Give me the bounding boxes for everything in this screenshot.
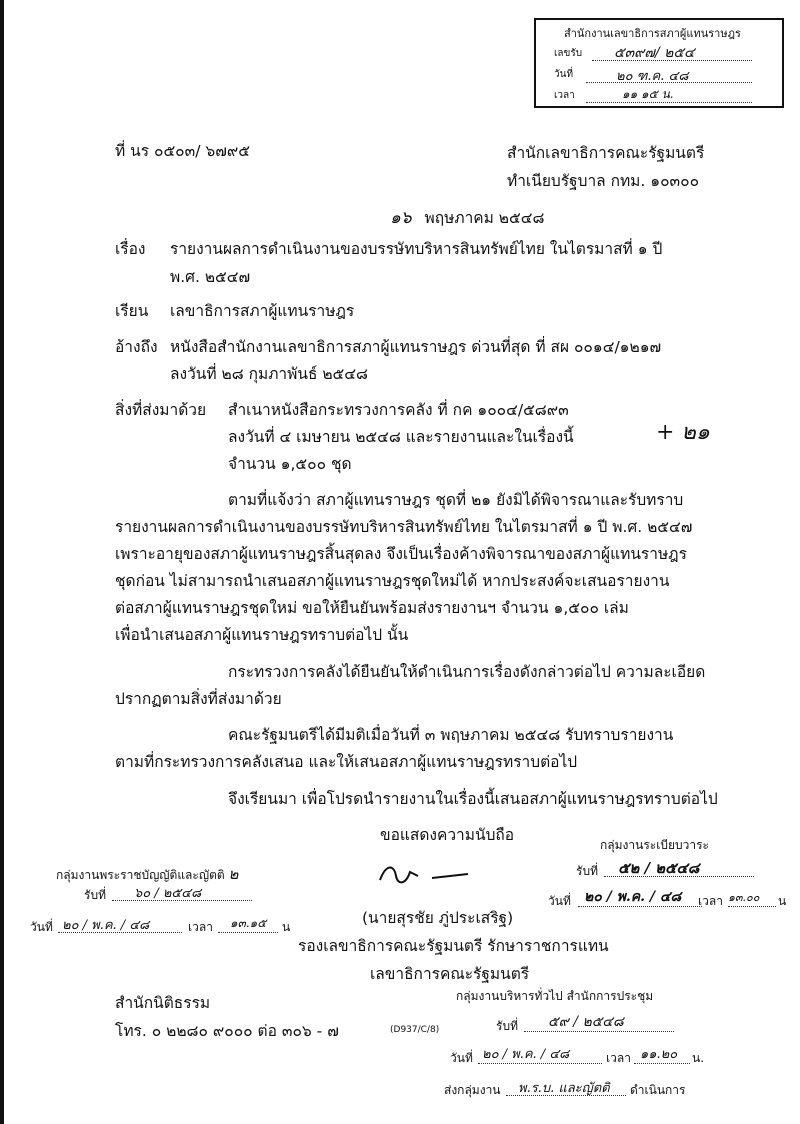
stamp-right2-recv: ๕๙ / ๒๕๔๘ (548, 1014, 624, 1030)
stamp-right2-send-value: พ.ร.บ. และญัตติ (518, 1081, 610, 1096)
stamp-right2-send-label: ส่งกลุ่มงาน (444, 1083, 501, 1097)
stamp-left-date-label: วันที่ (30, 920, 53, 934)
handwritten-note: + ๒๑ (656, 420, 710, 445)
stamp-right1-time-unit: น (778, 894, 787, 908)
stamp-left-time: ๑๓.๑๕ (230, 916, 267, 930)
date-rest: พฤษภาคม ๒๕๔๘ (424, 209, 545, 227)
stamp-right2-action: ดำเนินการ (630, 1083, 686, 1097)
to-label: เรียน (115, 302, 149, 320)
stamp-right2-date-label: วันที่ (450, 1051, 473, 1065)
subject-line-1: รายงานผลการดำเนินงานของบรรษัทบริหารสินทรัพย์ไทย ในไตรมาสที่ ๑ ปี (170, 240, 663, 258)
stamp-right-1 (548, 836, 788, 912)
stamp-date-label: วันที่ (554, 69, 574, 80)
stamp-time-label: เวลา (554, 90, 575, 101)
page-edge (0, 0, 4, 1124)
document-number (115, 138, 250, 163)
body-p1-line-3: เพราะอายุของสภาผู้แทนราษฎรสิ้นสุดลง จึงเป็นเรื่องค้างพิจารณาของสภาผู้แทนราษฎร (115, 545, 687, 563)
enclosure-line-2: ลงวันที่ ๔ เมษายน ๒๕๔๘ และรายงานและในเรื่องนี้ (228, 428, 574, 446)
doc-no: ที่ นร ๐๕๐๓/ ๖๗๙๕ (115, 142, 250, 160)
stamp-right2-time-label: เวลา (606, 1051, 631, 1065)
body-p1-line-6: เพื่อนำเสนอสภาผู้แทนราษฎรทราบต่อไป นั้น (115, 626, 409, 644)
enclosure-label: สิ่งที่ส่งมาด้วย (115, 401, 207, 419)
closing-salutation: ขอแสดงความนับถือ (380, 826, 515, 844)
reference-line-2: ลงวันที่ ๒๘ กุมภาพันธ์ ๒๕๔๘ (170, 365, 368, 383)
stamp-left-group: กลุ่มงานพระราชบัญญัติและญัตติ ๒ (56, 865, 239, 883)
body-p3-line-1: คณะรัฐมนตรีได้มีมติเมื่อวันที่ ๓ พฤษภาคม ๒๕๔๘ รับทราบรายงาน (228, 726, 674, 744)
enclosure-line-1: สำเนาหนังสือกระทรวงการคลัง ที่ กค ๑๐๐๔/๕๘๙๓ (228, 401, 569, 419)
stamp-left-date: ๒๐ / พ.ค. / ๔๘ (62, 918, 150, 933)
reference-label: อ้างถึง (115, 338, 158, 356)
stamp-right1-time-label: เวลา (698, 894, 723, 908)
body-p1-line-1: ตามที่แจ้งว่า สภาผู้แทนราษฎร ชุดที่ ๒๑ ยังมิได้พิจารณาและรับทราบ (228, 491, 684, 509)
enclosure-line-3: จำนวน ๑,๕๐๐ ชุด (228, 455, 352, 473)
stamp-left-time-unit: น (282, 920, 291, 934)
stamp-right2-date: ๒๐ / พ.ค. / ๔๘ (482, 1047, 570, 1062)
body-p1-line-2: รายงานผลการดำเนินงานของบรรษัทบริหารสินทรัพย์ไทย ในไตรมาสที่ ๑ ปี พ.ศ. ๒๕๔๗ (115, 518, 693, 536)
stamp-right1-date-label: วันที่ (548, 894, 571, 908)
organization-name: สำนักเลขาธิการคณะรัฐมนตรี (507, 144, 705, 162)
body-p4: จึงเรียนมา เพื่อโปรดนำรายงานในเรื่องนี้เสนอสภาผู้แทนราษฎรทราบต่อไป (228, 790, 718, 808)
footer-code: (D937/C/8) (390, 1025, 440, 1035)
to-value: เลขาธิการสภาผู้แทนราษฎร (170, 302, 355, 320)
signer-title-2: เลขาธิการคณะรัฐมนตรี (370, 965, 530, 983)
stamp-right1-group: กลุ่มงานระเบียบวาระ (600, 838, 709, 852)
letter-date (390, 204, 544, 231)
signer-title: รองเลขาธิการคณะรัฐมนตรี รักษาราชการแทน (298, 937, 609, 955)
stamp-right-2 (420, 985, 710, 1105)
stamp-right1-date: ๒๐ / พ.ค. / ๔๘ (584, 889, 682, 905)
stamp-right2-time-unit: น. (692, 1051, 705, 1065)
organization-address: ทำเนียบรัฐบาล กทม. ๑๐๓๐๐ (507, 172, 700, 190)
body-p1-line-4: ชุดก่อน ไม่สามารถนำเสนอสภาผู้แทนราษฎรชุดใหม่ได้ หากประสงค์จะเสนอรายงาน (115, 572, 670, 590)
stamp-right1-recv: ๕๒ / ๒๕๔๘ (618, 859, 700, 877)
stamp-time: ๑๑ ๑๕ น. (622, 87, 674, 101)
stamp-right1-recv-label: รับที่ (576, 864, 598, 878)
body-p2-line-2: ปรากฏตามสิ่งที่ส่งมาด้วย (115, 690, 282, 708)
date-day: ๑๖ (390, 208, 412, 228)
body-p3-line-2: ตามที่กระทรวงการคลังเสนอ และให้เสนอสภาผู้แทนราษฎรทราบต่อไป (115, 753, 578, 771)
stamp-left-recv: ๖๐ / ๒๕๔๘ (134, 886, 202, 901)
signature (376, 860, 476, 890)
stamp-left-time-label: เวลา (188, 920, 213, 934)
reference-line-1: หนังสือสำนักงานเลขาธิการสภาผู้แทนราษฎร ด่วนที่สุด ที่ สผ ๐๐๑๔/๑๒๑๗ (170, 338, 662, 356)
stamp-left-recv-label: รับที่ (84, 888, 106, 902)
stamp-office: สำนักงานเลขาธิการสภาผู้แทนราษฎร (564, 27, 741, 40)
stamp-right2-time: ๑๑.๒๐ (640, 1047, 678, 1062)
subject-label: เรื่อง (115, 240, 146, 258)
stamp-right1-time: ๑๓.๐๐ (728, 891, 760, 904)
footer-phone: โทร. ๐ ๒๒๘๐ ๙๐๐๐ ต่อ ๓๐๖ - ๗ (115, 1022, 339, 1040)
stamp-right2-group: กลุ่มงานบริหารทั่วไป สำนักการประชุม (456, 989, 654, 1003)
stamp-right2-recv-label: รับที่ (496, 1019, 518, 1033)
body-p1-line-5: ต่อสภาผู้แทนราษฎรชุดใหม่ ขอให้ยืนยันพร้อมส่งรายงานฯ จำนวน ๑,๕๐๐ เล่ม (115, 599, 629, 617)
subject-line-2: พ.ศ. ๒๕๔๗ (170, 268, 251, 286)
stamp-left (30, 860, 300, 950)
body-p2-line-1: กระทรวงการคลังได้ยืนยันให้ดำเนินการเรื่องดังกล่าวต่อไป ความละเอียด (228, 663, 706, 681)
receiving-stamp-top (534, 18, 784, 108)
signer-name: (นายสุรชัย ภู่ประเสริฐ) (362, 909, 514, 927)
stamp-recv-label: เลขรับ (554, 48, 583, 59)
stamp-recv-no: ๕๓๙๗/ ๒๕๔ (614, 45, 695, 61)
footer-dept: สำนักนิติธรรม (115, 994, 211, 1012)
stamp-date: ๒๐ ฑ.ค. ๔๘ (616, 69, 689, 84)
